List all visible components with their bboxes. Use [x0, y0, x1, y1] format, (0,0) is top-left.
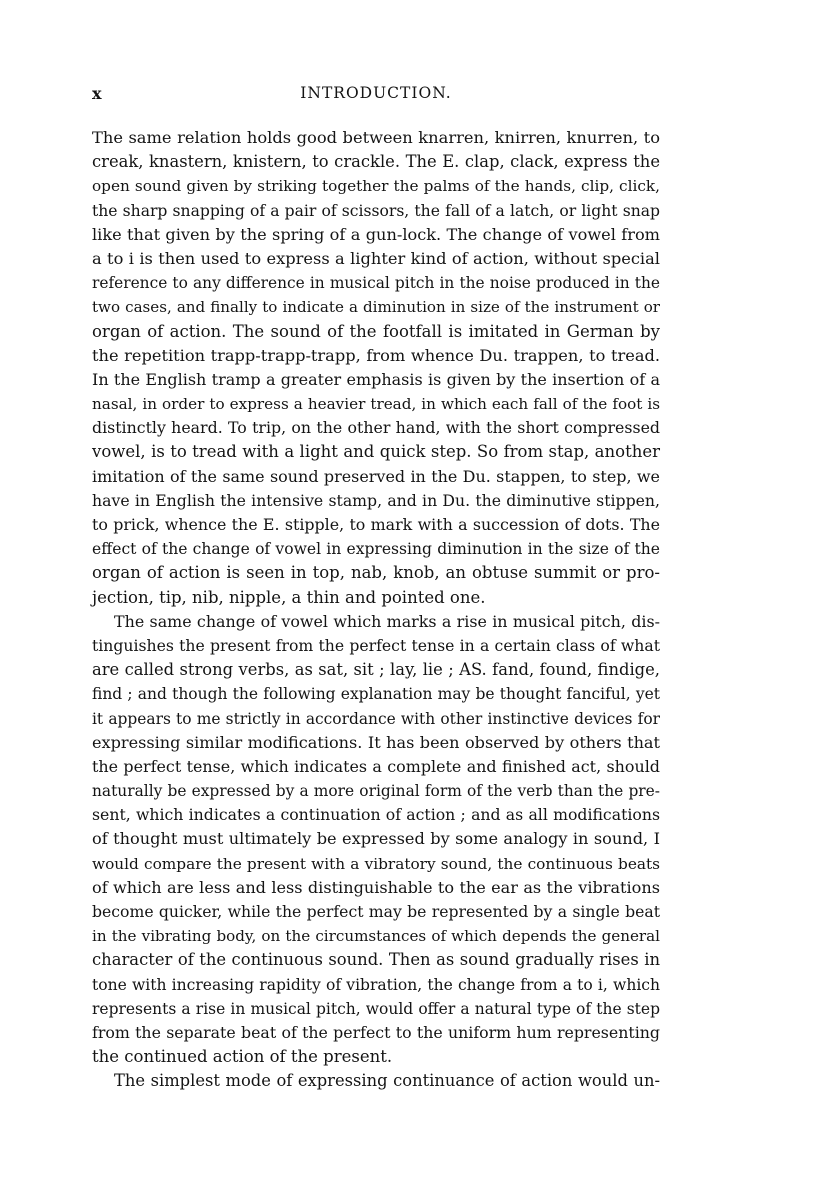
text-line: of which are less and less distinguishable to the ear as the vibrations [92, 877, 660, 897]
page-header [92, 84, 660, 108]
text-line: character of the continuous sound. Then as sound gradually rises in [92, 950, 660, 970]
text-line: have in English the intensive stamp, and in Du. the diminutive stippen, [92, 490, 660, 510]
text-line: of thought must ultimately be expressed by some analogy in sound, I [92, 829, 660, 849]
text-line: organ of action. The sound of the footfall is imitated in German by [92, 321, 660, 341]
text-line: find ; and though the following explanation may be thought fanciful, yet [92, 685, 660, 704]
text-line: reference to any difference in musical pitch in the noise produced in the [92, 274, 660, 293]
text-line: the perfect tense, which indicates a complete and finished act, should [92, 756, 660, 776]
text-line: the continued action of the present. [92, 1047, 393, 1067]
text-line: nasal, in order to express a heavier tread, in which each fall of the foot is [92, 395, 660, 414]
text-line: The same change of vowel which marks a rise in musical pitch, dis- [114, 611, 660, 631]
text-line: are called strong verbs, as sat, sit ; lay, lie ; AS. fand, found, findige, [92, 660, 660, 680]
text-line: open sound given by striking together the palms of the hands, clip, click, [92, 177, 660, 196]
text-line: The same relation holds good between knarren, knirren, knurren, to [92, 128, 660, 147]
text-line: effect of the change of vowel in expressing diminution in the size of the [92, 540, 660, 559]
text-line: would compare the present with a vibratory sound, the continuous beats [92, 854, 660, 873]
text-line: organ of action is seen in top, nab, knob, an obtuse summit or pro- [92, 563, 660, 583]
text-line: like that given by the spring of a gun-lock. The change of vowel from [92, 224, 660, 244]
text-line: vowel, is to tread with a light and quick step. So from stap, another [92, 442, 660, 462]
text-line: The simplest mode of expressing continuance of action would un- [114, 1071, 660, 1091]
text-line: tone with increasing rapidity of vibration, the change from a to i, which [92, 975, 660, 994]
text-line: expressing similar modifications. It has been observed by others that [92, 732, 660, 752]
text-line: from the separate beat of the perfect to the uniform hum representing [92, 1022, 660, 1042]
text-line: represents a rise in musical pitch, would offer a natural type of the step [92, 999, 660, 1018]
text-line: creak, knastern, knistern, to crackle. The E. clap, clack, express the [92, 152, 660, 172]
body-text [92, 126, 660, 1094]
text-line: In the English tramp a greater emphasis is given by the insertion of a [92, 369, 660, 389]
text-line: naturally be expressed by a more original form of the verb than the pre- [92, 782, 660, 801]
text-line: the sharp snapping of a pair of scissors, the fall of a latch, or light snap [92, 201, 660, 220]
running-head: INTRODUCTION. [300, 84, 452, 102]
text-line: become quicker, while the perfect may be represented by a single beat [92, 902, 660, 921]
text-line: in the vibrating body, on the circumstances of which depends the general [92, 927, 660, 946]
text-line: imitation of the same sound preserved in the Du. stappen, to step, we [92, 466, 660, 486]
text-line: to prick, whence the E. stipple, to mark with a succession of dots. The [92, 515, 660, 534]
text-line: two cases, and finally to indicate a diminution in size of the instrument or [92, 298, 660, 317]
page-number: x [92, 84, 103, 103]
text-line: a to i is then used to express a lighter kind of action, without special [92, 248, 660, 268]
text-line: tinguishes the present from the perfect tense in a certain class of what [92, 635, 660, 655]
text-line: it appears to me strictly in accordance with other instinctive devices for [92, 709, 660, 728]
text-line: the repetition trapp-trapp-trapp, from whence Du. trappen, to tread. [92, 345, 660, 365]
text-line: sent, which indicates a continuation of action ; and as all modifications [92, 805, 660, 825]
text-line: jection, tip, nib, nipple, a thin and pointed one. [92, 587, 486, 607]
text-line: distinctly heard. To trip, on the other hand, with the short compressed [92, 418, 660, 438]
